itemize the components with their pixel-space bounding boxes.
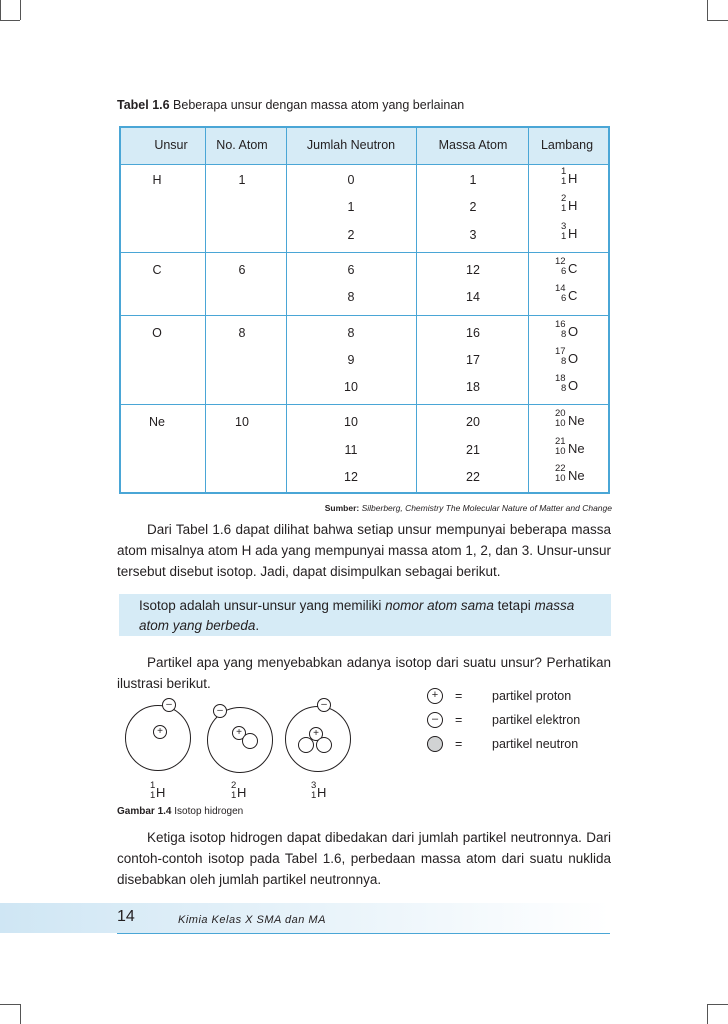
legend-equals: = bbox=[455, 689, 463, 703]
mass-number: 20 bbox=[555, 408, 566, 420]
mass-number: 17 bbox=[555, 345, 566, 357]
mass-number: 3 bbox=[311, 780, 317, 791]
legend-equals: = bbox=[455, 737, 463, 751]
mass-number: 12 bbox=[555, 255, 566, 267]
element-symbol: C bbox=[568, 288, 578, 304]
massa-cell: 18 bbox=[466, 380, 480, 395]
mass-number: 2 bbox=[561, 193, 567, 205]
atomic-number: 8 bbox=[561, 355, 567, 367]
element-symbol: H bbox=[568, 198, 578, 214]
element-symbol: H bbox=[568, 171, 578, 186]
table-caption-label: Tabel 1.6 bbox=[117, 98, 170, 112]
atomic-number: 10 bbox=[555, 473, 566, 484]
neutron-icon bbox=[298, 737, 314, 753]
massa-cell: 16 bbox=[466, 325, 480, 340]
isotope-table bbox=[119, 126, 610, 494]
neutron-cell: 2 bbox=[347, 227, 355, 242]
mass-number: 18 bbox=[555, 373, 566, 385]
neutron-cell: 8 bbox=[347, 325, 355, 340]
crop-mark bbox=[707, 1004, 708, 1024]
atomic-number: 6 bbox=[561, 293, 567, 305]
element-symbol: H bbox=[237, 785, 247, 800]
unsur-cell: Ne bbox=[149, 415, 165, 430]
neutron-cell: 12 bbox=[344, 470, 358, 484]
table-source bbox=[325, 503, 612, 513]
proton-legend-icon: + bbox=[427, 688, 443, 704]
column-divider bbox=[205, 128, 206, 492]
massa-cell: 14 bbox=[466, 290, 480, 305]
mass-number: 21 bbox=[555, 435, 566, 447]
crop-mark bbox=[707, 1004, 728, 1005]
definition-emphasis: nomor atom sama bbox=[385, 598, 494, 613]
neutron-icon bbox=[316, 737, 332, 753]
mass-number: 2 bbox=[231, 780, 237, 791]
crop-mark bbox=[0, 1004, 20, 1005]
atomic-number: 1 bbox=[561, 176, 567, 187]
paragraph-3: Ketiga isotop hidrogen dapat dibedakan dari jumlah partikel neutronnya. Dari contoh-contoh isotop pada Tabel 1.6, perbedaan massa atom dari suatu nuklida disebabkan oleh jumlah partikel neutronnya. bbox=[117, 830, 611, 887]
neutron-cell: 9 bbox=[347, 352, 355, 367]
no-atom-cell: 6 bbox=[238, 262, 246, 277]
legend-neutron-label: partikel neutron bbox=[492, 737, 579, 751]
no-atom-cell: 10 bbox=[235, 415, 249, 430]
atomic-number: 1 bbox=[150, 790, 156, 801]
crop-mark bbox=[707, 0, 708, 20]
neutron-icon bbox=[242, 733, 258, 749]
paragraph-2: Partikel apa yang menyebabkan adanya isotop dari suatu unsur? Perhatikan ilustrasi berikut. bbox=[117, 655, 611, 691]
mass-number: 1 bbox=[561, 166, 567, 177]
paragraph-1: Dari Tabel 1.6 dapat dilihat bahwa setiap unsur mempunyai beberapa massa atom misalnya atom H ada yang mempunyai massa atom 1, 2, dan 3. Unsur-unsur tersebut disebut isotop. Jadi, dapat disimpulkan sebagai berikut. bbox=[117, 522, 611, 579]
element-symbol: Ne bbox=[568, 413, 585, 429]
crop-mark bbox=[20, 0, 21, 20]
footer-rule bbox=[117, 933, 610, 934]
figure-caption-text: Isotop hidrogen bbox=[171, 806, 244, 817]
element-symbol: Ne bbox=[568, 468, 585, 483]
legend-proton-label: partikel proton bbox=[492, 689, 572, 703]
source-text: Silberberg, Chemistry The Molecular Nature of Matter and Change bbox=[359, 503, 612, 513]
neutron-cell: 10 bbox=[344, 415, 358, 430]
header-jumlah-neutron: Jumlah Neutron bbox=[306, 138, 396, 152]
header-lambang: Lambang bbox=[540, 138, 594, 152]
header-unsur: Unsur bbox=[154, 138, 188, 152]
neutron-cell: 10 bbox=[344, 380, 358, 395]
crop-mark bbox=[20, 1004, 21, 1024]
massa-cell: 3 bbox=[469, 227, 477, 242]
massa-cell: 21 bbox=[466, 442, 480, 457]
electron-icon: – bbox=[317, 698, 331, 712]
book-title: Kimia Kelas X SMA dan MA bbox=[178, 914, 326, 926]
group-divider bbox=[121, 252, 608, 253]
atomic-number: 8 bbox=[561, 328, 567, 340]
element-symbol: O bbox=[568, 323, 579, 339]
atomic-number: 1 bbox=[561, 230, 567, 242]
neutron-cell: 11 bbox=[344, 442, 358, 457]
massa-cell: 2 bbox=[469, 200, 477, 215]
group-divider bbox=[121, 404, 608, 405]
header-no-atom: No. Atom bbox=[216, 138, 268, 152]
crop-mark bbox=[707, 20, 728, 21]
atomic-number: 1 bbox=[311, 790, 317, 801]
mass-number: 14 bbox=[555, 283, 566, 295]
element-symbol: O bbox=[568, 378, 579, 394]
proton-icon: + bbox=[232, 726, 246, 740]
column-divider bbox=[286, 128, 287, 492]
mass-number: 1 bbox=[150, 780, 156, 791]
element-symbol: C bbox=[568, 260, 578, 276]
legend-electron-label: partikel elektron bbox=[492, 713, 581, 727]
crop-mark bbox=[0, 0, 1, 20]
neutron-legend-icon bbox=[427, 736, 443, 752]
massa-cell: 20 bbox=[466, 415, 480, 430]
definition-text bbox=[139, 596, 604, 636]
atomic-number: 1 bbox=[561, 203, 567, 215]
definition-box bbox=[119, 594, 611, 636]
proton-icon: + bbox=[153, 725, 167, 739]
mass-number: 3 bbox=[561, 220, 567, 232]
mass-number: 22 bbox=[555, 463, 566, 474]
unsur-cell: C bbox=[152, 262, 162, 277]
unsur-cell: O bbox=[152, 325, 162, 340]
element-symbol: H bbox=[568, 225, 578, 241]
proton-icon: + bbox=[309, 727, 323, 741]
column-divider bbox=[416, 128, 417, 492]
massa-cell: 1 bbox=[469, 173, 477, 187]
element-symbol: O bbox=[568, 350, 579, 366]
electron-icon: – bbox=[162, 698, 176, 712]
no-atom-cell: 1 bbox=[238, 173, 246, 187]
atomic-number: 6 bbox=[561, 265, 567, 277]
neutron-cell: 0 bbox=[347, 173, 355, 187]
table-caption-text: Beberapa unsur dengan massa atom yang berlainan bbox=[169, 98, 465, 112]
table-header bbox=[121, 128, 608, 165]
definition-part: tetapi bbox=[493, 598, 535, 613]
atomic-number: 1 bbox=[231, 790, 237, 801]
element-symbol: Ne bbox=[568, 440, 585, 456]
neutron-cell: 8 bbox=[347, 290, 355, 305]
massa-cell: 17 bbox=[466, 352, 480, 367]
element-symbol: H bbox=[317, 785, 327, 800]
neutron-cell: 1 bbox=[347, 200, 355, 215]
electron-legend-icon: – bbox=[427, 712, 443, 728]
definition-emphasis: massa atom yang berbeda bbox=[139, 598, 575, 633]
massa-cell: 12 bbox=[466, 262, 480, 277]
unsur-cell: H bbox=[152, 173, 162, 187]
no-atom-cell: 8 bbox=[238, 325, 246, 340]
neutron-cell: 6 bbox=[347, 262, 355, 277]
atomic-number: 10 bbox=[555, 418, 566, 430]
electron-icon: – bbox=[213, 704, 227, 718]
figure-caption bbox=[117, 806, 243, 817]
crop-mark bbox=[0, 20, 20, 21]
definition-part: Isotop adalah unsur-unsur yang memiliki bbox=[139, 598, 386, 613]
atomic-number: 8 bbox=[561, 383, 567, 395]
source-label: Sumber: bbox=[324, 503, 360, 513]
legend-equals: = bbox=[455, 713, 463, 727]
massa-cell: 22 bbox=[466, 470, 480, 484]
mass-number: 16 bbox=[555, 318, 566, 330]
header-massa-atom: Massa Atom bbox=[438, 138, 508, 152]
atomic-number: 10 bbox=[555, 445, 566, 457]
page-number: 14 bbox=[117, 908, 135, 925]
definition-part: . bbox=[255, 618, 260, 633]
column-divider bbox=[528, 128, 529, 492]
group-divider bbox=[121, 315, 608, 316]
element-symbol: H bbox=[156, 785, 166, 800]
table-caption bbox=[117, 98, 464, 112]
figure-caption-label: Gambar 1.4 bbox=[117, 806, 172, 817]
